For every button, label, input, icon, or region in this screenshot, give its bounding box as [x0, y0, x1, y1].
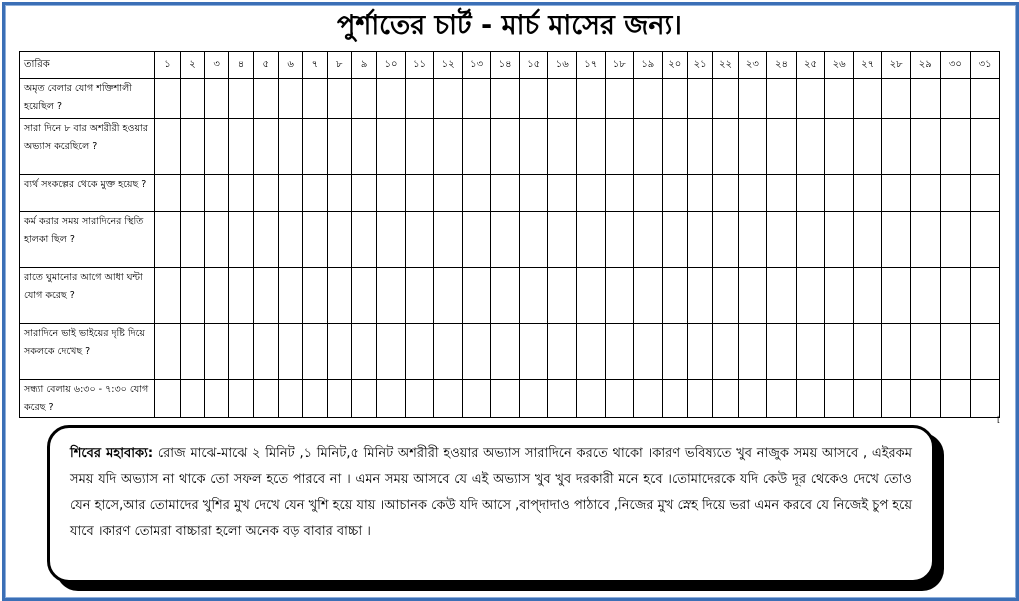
- check-cell[interactable]: [662, 119, 687, 175]
- check-cell[interactable]: [662, 212, 687, 268]
- check-cell[interactable]: [405, 380, 434, 418]
- check-cell[interactable]: [434, 175, 463, 212]
- check-cell[interactable]: [882, 175, 911, 212]
- check-cell[interactable]: [662, 380, 687, 418]
- check-cell[interactable]: [405, 324, 434, 380]
- check-cell[interactable]: [377, 175, 406, 212]
- check-cell[interactable]: [180, 212, 204, 268]
- check-cell[interactable]: [940, 175, 971, 212]
- check-cell[interactable]: [882, 380, 911, 418]
- check-cell[interactable]: [634, 212, 663, 268]
- check-cell[interactable]: [738, 212, 767, 268]
- check-cell[interactable]: [327, 175, 351, 212]
- check-cell[interactable]: [576, 380, 605, 418]
- check-cell[interactable]: [548, 175, 577, 212]
- check-cell[interactable]: [548, 119, 577, 175]
- check-cell[interactable]: [351, 380, 376, 418]
- check-cell[interactable]: [971, 79, 1000, 119]
- check-cell[interactable]: [303, 175, 327, 212]
- check-cell[interactable]: [605, 212, 634, 268]
- check-cell[interactable]: [327, 268, 351, 324]
- check-cell[interactable]: [519, 380, 548, 418]
- check-cell[interactable]: [767, 212, 797, 268]
- question-cell: কর্ম করার সময় সারাদিনের স্থিতি হালকা ছিল ?: [20, 212, 155, 268]
- check-cell[interactable]: [462, 380, 491, 418]
- check-cell[interactable]: [155, 175, 180, 212]
- check-cell[interactable]: [519, 175, 548, 212]
- check-cell[interactable]: [548, 212, 577, 268]
- check-cell[interactable]: [204, 212, 228, 268]
- check-cell[interactable]: [796, 119, 825, 175]
- check-cell[interactable]: [796, 175, 825, 212]
- day-header: ১৪: [491, 52, 520, 79]
- check-cell[interactable]: [605, 324, 634, 380]
- check-cell[interactable]: [204, 268, 228, 324]
- check-cell[interactable]: [434, 119, 463, 175]
- check-cell[interactable]: [253, 380, 278, 418]
- check-cell[interactable]: [662, 268, 687, 324]
- check-cell[interactable]: [796, 212, 825, 268]
- check-cell[interactable]: [767, 175, 797, 212]
- check-cell[interactable]: [825, 119, 854, 175]
- check-cell[interactable]: [634, 175, 663, 212]
- check-cell[interactable]: [377, 79, 406, 119]
- check-cell[interactable]: [351, 79, 376, 119]
- check-cell[interactable]: [327, 324, 351, 380]
- check-cell[interactable]: [576, 119, 605, 175]
- check-cell[interactable]: [910, 79, 940, 119]
- question-cell: সন্ধ্যা বেলায় ৬:৩০ - ৭:৩০ যোগ করেছ ?: [20, 380, 155, 418]
- check-cell[interactable]: [605, 268, 634, 324]
- day-header: ২৪: [767, 52, 797, 79]
- check-cell[interactable]: [303, 119, 327, 175]
- check-cell[interactable]: [327, 380, 351, 418]
- check-cell[interactable]: [462, 212, 491, 268]
- check-cell[interactable]: [519, 212, 548, 268]
- check-cell[interactable]: [351, 119, 376, 175]
- check-cell[interactable]: [687, 268, 712, 324]
- day-header: ১৩: [462, 52, 491, 79]
- check-cell[interactable]: [462, 79, 491, 119]
- check-cell[interactable]: [853, 268, 882, 324]
- check-cell[interactable]: [327, 79, 351, 119]
- check-cell[interactable]: [796, 380, 825, 418]
- check-cell[interactable]: [796, 324, 825, 380]
- check-cell[interactable]: [825, 324, 854, 380]
- check-cell[interactable]: [634, 324, 663, 380]
- check-cell[interactable]: [713, 119, 738, 175]
- check-cell[interactable]: [434, 380, 463, 418]
- check-cell[interactable]: [229, 324, 253, 380]
- table-end-mark: ⌊: [997, 415, 1001, 424]
- check-cell[interactable]: [434, 212, 463, 268]
- check-cell[interactable]: [204, 175, 228, 212]
- day-header: ২৭: [853, 52, 882, 79]
- check-cell[interactable]: [634, 380, 663, 418]
- check-cell[interactable]: [548, 324, 577, 380]
- day-header: ১০: [377, 52, 406, 79]
- check-cell[interactable]: [303, 212, 327, 268]
- check-cell[interactable]: [351, 324, 376, 380]
- day-header: ১১: [405, 52, 434, 79]
- check-cell[interactable]: [971, 324, 1000, 380]
- check-cell[interactable]: [825, 175, 854, 212]
- question-cell: অমৃত বেলার যোগ শক্তিশালী হয়েছিল ?: [20, 79, 155, 119]
- check-cell[interactable]: [491, 380, 520, 418]
- date-header: তারিক: [20, 52, 155, 79]
- day-header: ১৯: [634, 52, 663, 79]
- day-header: ৩১: [971, 52, 1000, 79]
- check-cell[interactable]: [180, 79, 204, 119]
- check-cell[interactable]: [940, 324, 971, 380]
- check-cell[interactable]: [491, 175, 520, 212]
- check-cell[interactable]: [738, 380, 767, 418]
- check-cell[interactable]: [303, 380, 327, 418]
- check-cell[interactable]: [434, 79, 463, 119]
- day-header: ৯: [351, 52, 376, 79]
- quote-lead: শিবের মহাবাক্য:: [70, 446, 154, 461]
- check-cell[interactable]: [910, 212, 940, 268]
- day-header: ২৮: [882, 52, 911, 79]
- check-cell[interactable]: [229, 119, 253, 175]
- check-cell[interactable]: [882, 212, 911, 268]
- day-header: ১২: [434, 52, 463, 79]
- check-cell[interactable]: [253, 175, 278, 212]
- check-cell[interactable]: [462, 324, 491, 380]
- check-cell[interactable]: [303, 324, 327, 380]
- check-cell[interactable]: [687, 175, 712, 212]
- table-row: [20, 268, 1000, 324]
- check-cell[interactable]: [491, 324, 520, 380]
- check-cell[interactable]: [462, 119, 491, 175]
- table-row: [20, 324, 1000, 380]
- progress-chart-table: [19, 51, 1000, 418]
- check-cell[interactable]: [519, 324, 548, 380]
- check-cell[interactable]: [519, 119, 548, 175]
- check-cell[interactable]: [687, 380, 712, 418]
- check-cell[interactable]: [278, 268, 302, 324]
- check-cell[interactable]: [767, 79, 797, 119]
- chart-title: পুর্শাতের চার্ট - মার্চ মাসের জন্য।: [337, 10, 682, 41]
- check-cell[interactable]: [662, 324, 687, 380]
- quote-text: রোজ মাঝে-মাঝে ২ মিনিট ,১ মিনিট,৫ মিনিট অশরীরী হওয়ার অভ্যাস সারাদিনে করতে থাকো ।কারণ ভবিষ্যতে খুব নাজুক সময় আসবে , এইরকম সময় যদি অভ্যাস না থাকে তো সফল হতে পারবে না । এমন সময় আসবে যে এই অভ্যাস খুব খুব দরকারী মনে হবে ।তোমাদেরকে যদি কেউ দূর থেকেও দেখে তোও যেন হাসে,আর তোমাদের খুশির মুখ দেখে যেন খুশি হয়ে যায় ।আচানক কেউ যদি আসে ,বাপ্দাদাও পাঠাবে ,নিজের মুখ স্নেহ দিয়ে ভরা এমন করবে যে নিজেই চুপ হয়ে যাবে ।কারণ তোমরা বাচ্চারা হলো অনেক বড় বাবার বাচ্চা ।: [70, 446, 912, 539]
- check-cell[interactable]: [278, 212, 302, 268]
- check-cell[interactable]: [910, 175, 940, 212]
- check-cell[interactable]: [377, 119, 406, 175]
- check-cell[interactable]: [576, 79, 605, 119]
- check-cell[interactable]: [377, 380, 406, 418]
- question-cell: রাতে ঘুমানোর আগে আধা ঘন্টা যোগ করেছ ?: [20, 268, 155, 324]
- check-cell[interactable]: [576, 175, 605, 212]
- check-cell[interactable]: [491, 119, 520, 175]
- check-cell[interactable]: [519, 268, 548, 324]
- check-cell[interactable]: [204, 324, 228, 380]
- check-cell[interactable]: [713, 380, 738, 418]
- check-cell[interactable]: [971, 268, 1000, 324]
- check-cell[interactable]: [377, 268, 406, 324]
- check-cell[interactable]: [738, 119, 767, 175]
- check-cell[interactable]: [713, 324, 738, 380]
- check-cell[interactable]: [253, 119, 278, 175]
- check-cell[interactable]: [687, 324, 712, 380]
- check-cell[interactable]: [229, 175, 253, 212]
- check-cell[interactable]: [180, 324, 204, 380]
- table-row: [20, 79, 1000, 119]
- check-cell[interactable]: [940, 119, 971, 175]
- check-cell[interactable]: [971, 119, 1000, 175]
- table-header-row: [20, 52, 1000, 79]
- check-cell[interactable]: [519, 79, 548, 119]
- check-cell[interactable]: [940, 380, 971, 418]
- day-header: ২৯: [910, 52, 940, 79]
- check-cell[interactable]: [882, 268, 911, 324]
- check-cell[interactable]: [767, 324, 797, 380]
- check-cell[interactable]: [351, 212, 376, 268]
- table-row: [20, 380, 1000, 418]
- check-cell[interactable]: [377, 324, 406, 380]
- check-cell[interactable]: [351, 175, 376, 212]
- check-cell[interactable]: [738, 324, 767, 380]
- day-header: ৩০: [940, 52, 971, 79]
- check-cell[interactable]: [687, 119, 712, 175]
- check-cell[interactable]: [738, 268, 767, 324]
- check-cell[interactable]: [462, 268, 491, 324]
- day-header: ২০: [662, 52, 687, 79]
- check-cell[interactable]: [405, 268, 434, 324]
- check-cell[interactable]: [825, 268, 854, 324]
- check-cell[interactable]: [634, 79, 663, 119]
- check-cell[interactable]: [853, 324, 882, 380]
- day-header: ৭: [303, 52, 327, 79]
- check-cell[interactable]: [405, 79, 434, 119]
- day-header: ১৫: [519, 52, 548, 79]
- check-cell[interactable]: [462, 175, 491, 212]
- day-header: ৪: [229, 52, 253, 79]
- check-cell[interactable]: [662, 175, 687, 212]
- day-header: ৬: [278, 52, 302, 79]
- check-cell[interactable]: [940, 268, 971, 324]
- day-header: ১৬: [548, 52, 577, 79]
- check-cell[interactable]: [155, 268, 180, 324]
- table-row: [20, 212, 1000, 268]
- check-cell[interactable]: [971, 212, 1000, 268]
- check-cell[interactable]: [155, 324, 180, 380]
- check-cell[interactable]: [229, 268, 253, 324]
- check-cell[interactable]: [882, 324, 911, 380]
- check-cell[interactable]: [687, 212, 712, 268]
- check-cell[interactable]: [687, 79, 712, 119]
- day-header: ৩: [204, 52, 228, 79]
- day-header: ২৬: [825, 52, 854, 79]
- table-row: [20, 119, 1000, 175]
- check-cell[interactable]: [910, 268, 940, 324]
- check-cell[interactable]: [713, 268, 738, 324]
- check-cell[interactable]: [278, 119, 302, 175]
- check-cell[interactable]: [303, 268, 327, 324]
- check-cell[interactable]: [662, 79, 687, 119]
- check-cell[interactable]: [910, 324, 940, 380]
- day-header: ২২: [713, 52, 738, 79]
- check-cell[interactable]: [155, 79, 180, 119]
- day-header: ২৩: [738, 52, 767, 79]
- day-header: ১৮: [605, 52, 634, 79]
- question-cell: সারা দিনে ৮ বার অশরীরী হওয়ার অভ্যাস করেছিলে ?: [20, 119, 155, 175]
- check-cell[interactable]: [910, 380, 940, 418]
- check-cell[interactable]: [825, 212, 854, 268]
- check-cell[interactable]: [229, 380, 253, 418]
- day-header: ২: [180, 52, 204, 79]
- table-row: [20, 175, 1000, 212]
- check-cell[interactable]: [713, 212, 738, 268]
- question-cell: ব্যর্থ সংকল্পের থেকে মুক্ত হয়েছ ?: [20, 175, 155, 212]
- check-cell[interactable]: [155, 119, 180, 175]
- check-cell[interactable]: [229, 212, 253, 268]
- check-cell[interactable]: [796, 268, 825, 324]
- check-cell[interactable]: [767, 268, 797, 324]
- check-cell[interactable]: [204, 79, 228, 119]
- check-cell[interactable]: [155, 380, 180, 418]
- check-cell[interactable]: [278, 324, 302, 380]
- check-cell[interactable]: [634, 268, 663, 324]
- check-cell[interactable]: [180, 119, 204, 175]
- check-cell[interactable]: [738, 79, 767, 119]
- check-cell[interactable]: [767, 380, 797, 418]
- check-cell[interactable]: [940, 79, 971, 119]
- check-cell[interactable]: [882, 119, 911, 175]
- check-cell[interactable]: [278, 175, 302, 212]
- check-cell[interactable]: [253, 324, 278, 380]
- check-cell[interactable]: [155, 212, 180, 268]
- check-cell[interactable]: [576, 324, 605, 380]
- check-cell[interactable]: [377, 212, 406, 268]
- check-cell[interactable]: [634, 119, 663, 175]
- check-cell[interactable]: [180, 175, 204, 212]
- check-cell[interactable]: [253, 212, 278, 268]
- check-cell[interactable]: [853, 79, 882, 119]
- check-cell[interactable]: [548, 380, 577, 418]
- check-cell[interactable]: [491, 268, 520, 324]
- day-header: ৫: [253, 52, 278, 79]
- check-cell[interactable]: [253, 268, 278, 324]
- check-cell[interactable]: [278, 380, 302, 418]
- question-cell: সারাদিনে ভাই ভাইয়ের দৃষ্টি দিয়ে সকলকে দেখেছ ?: [20, 324, 155, 380]
- check-cell[interactable]: [971, 380, 1000, 418]
- check-cell[interactable]: [278, 79, 302, 119]
- check-cell[interactable]: [180, 268, 204, 324]
- check-cell[interactable]: [713, 175, 738, 212]
- check-cell[interactable]: [548, 79, 577, 119]
- check-cell[interactable]: [767, 119, 797, 175]
- check-cell[interactable]: [605, 119, 634, 175]
- check-cell[interactable]: [405, 119, 434, 175]
- check-cell[interactable]: [405, 175, 434, 212]
- check-cell[interactable]: [796, 79, 825, 119]
- check-cell[interactable]: [738, 175, 767, 212]
- check-cell[interactable]: [548, 268, 577, 324]
- shiv-mahavakya-box: [47, 425, 935, 583]
- day-header: ১: [155, 52, 180, 79]
- check-cell[interactable]: [713, 79, 738, 119]
- check-cell[interactable]: [882, 79, 911, 119]
- check-cell[interactable]: [853, 175, 882, 212]
- check-cell[interactable]: [576, 212, 605, 268]
- check-cell[interactable]: [971, 175, 1000, 212]
- day-header: ২৫: [796, 52, 825, 79]
- check-cell[interactable]: [351, 268, 376, 324]
- day-header: ৮: [327, 52, 351, 79]
- check-cell[interactable]: [327, 119, 351, 175]
- check-cell[interactable]: [327, 212, 351, 268]
- day-header: ২১: [687, 52, 712, 79]
- check-cell[interactable]: [605, 79, 634, 119]
- check-cell[interactable]: [825, 380, 854, 418]
- check-cell[interactable]: [605, 175, 634, 212]
- check-cell[interactable]: [910, 119, 940, 175]
- check-cell[interactable]: [940, 212, 971, 268]
- check-cell[interactable]: [204, 380, 228, 418]
- day-header: ১৭: [576, 52, 605, 79]
- check-cell[interactable]: [605, 380, 634, 418]
- check-cell[interactable]: [491, 79, 520, 119]
- check-cell[interactable]: [853, 119, 882, 175]
- check-cell[interactable]: [253, 79, 278, 119]
- check-cell[interactable]: [853, 380, 882, 418]
- check-cell[interactable]: [180, 380, 204, 418]
- check-cell[interactable]: [853, 212, 882, 268]
- check-cell[interactable]: [491, 212, 520, 268]
- check-cell[interactable]: [576, 268, 605, 324]
- check-cell[interactable]: [405, 212, 434, 268]
- check-cell[interactable]: [303, 79, 327, 119]
- check-cell[interactable]: [229, 79, 253, 119]
- check-cell[interactable]: [434, 324, 463, 380]
- check-cell[interactable]: [825, 79, 854, 119]
- check-cell[interactable]: [204, 119, 228, 175]
- check-cell[interactable]: [434, 268, 463, 324]
